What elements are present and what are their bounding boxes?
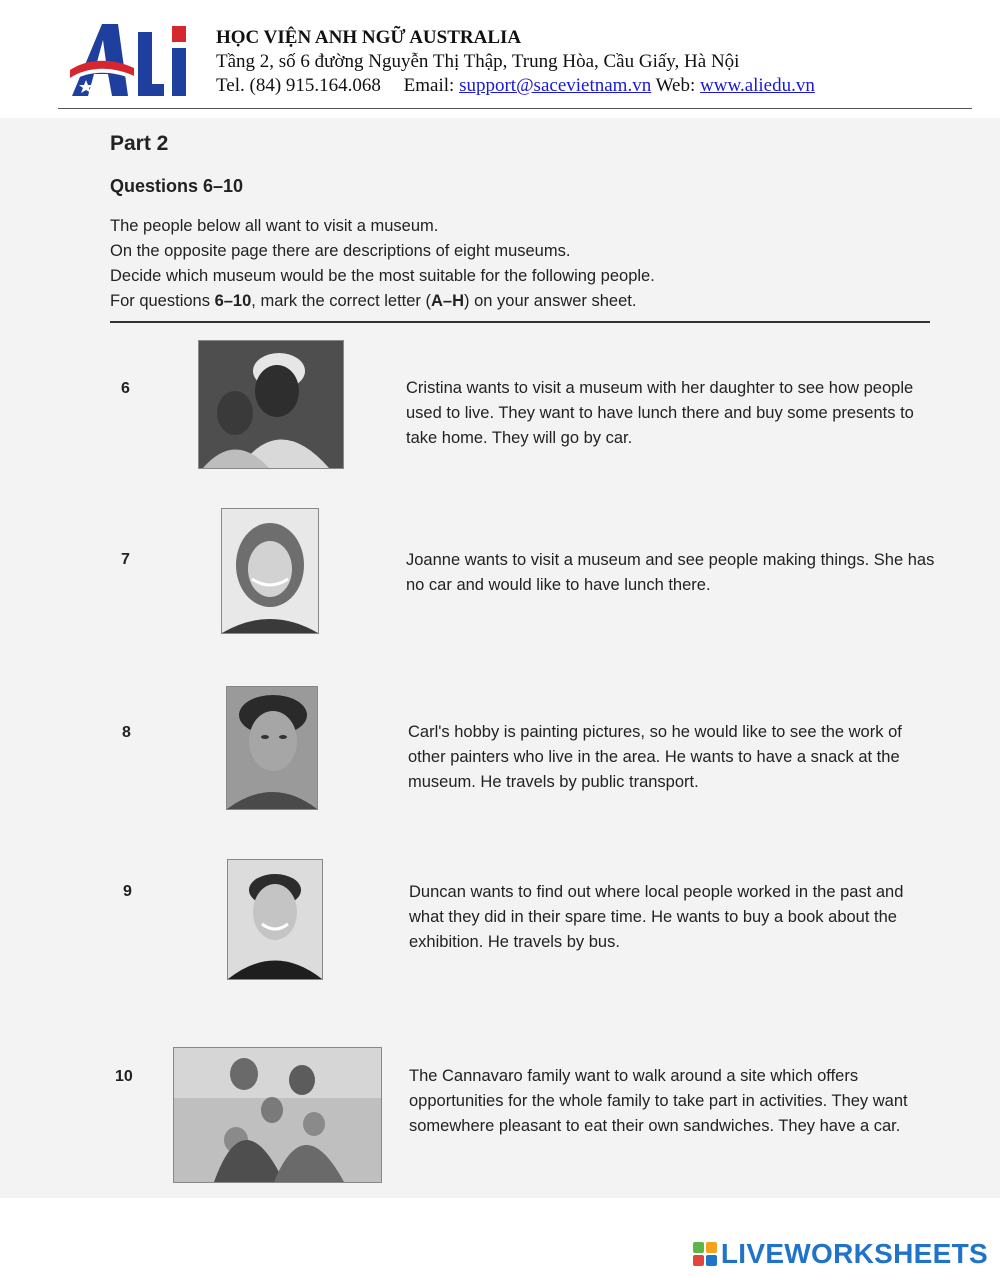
letter-range: A–H: [431, 292, 465, 310]
instruction-text: , mark the correct letter (: [251, 292, 431, 310]
woman-and-daughter-photo: [198, 340, 344, 469]
organization-info: [216, 26, 976, 98]
brand-name: LIVEWORKSHEETS: [720, 1238, 988, 1269]
question-number: 10: [115, 1068, 133, 1085]
question-number: 6: [121, 380, 130, 397]
question-number: 7: [121, 551, 130, 568]
email-link[interactable]: support@sacevietnam.vn: [459, 75, 652, 96]
worksheet-page: [0, 118, 1000, 1198]
org-tel: Tel. (84) 915.164.068: [216, 75, 381, 96]
instruction-line-3: Decide which museum would be the most suitable for the following people.: [110, 267, 655, 285]
ali-logo-icon: [68, 18, 190, 100]
question-text: Duncan wants to find out where local people worked in the past and what they did in their spare time. He wants to buy a book about the exhibition. He travels by bus.: [409, 883, 904, 951]
smiling-woman-photo: [221, 508, 319, 634]
instruction-text: ) on your answer sheet.: [464, 292, 637, 310]
section-divider: [110, 321, 930, 323]
instruction-line-4: [110, 289, 940, 314]
org-name: HỌC VIỆN ANH NGỮ AUSTRALIA: [216, 27, 522, 48]
question-number: 9: [123, 883, 132, 900]
question-text: Joanne wants to visit a museum and see people making things. She has no car and would like to have lunch there.: [406, 551, 935, 594]
email-label: Email:: [403, 75, 455, 96]
liveworksheets-logo: [693, 1234, 988, 1274]
web-label: Web:: [655, 75, 696, 96]
org-address: Tầng 2, số 6 đường Nguyễn Thị Thập, Trung Hòa, Cầu Giấy, Hà Nội: [216, 51, 740, 72]
man-portrait-photo: [226, 686, 318, 810]
family-group-photo: [173, 1047, 382, 1183]
header-divider: [58, 108, 972, 109]
web-link[interactable]: www.aliedu.vn: [700, 75, 815, 96]
questions-title: Questions 6–10: [110, 176, 244, 196]
question-text: The Cannavaro family want to walk around a site which offers opportunities for the whole family to take part in activities. They want somewhere pleasant to eat their own sandwiches. They have a car.: [409, 1067, 908, 1135]
instructions: [110, 214, 940, 314]
question-number: 8: [122, 724, 131, 741]
smiling-man-photo: [227, 859, 323, 980]
instruction-text: For questions: [110, 292, 215, 310]
question-text: Carl's hobby is painting pictures, so he would like to see the work of other painters who live in the area. He wants to have a snack at the museum. He travels by public transport.: [408, 723, 902, 791]
question-text: Cristina wants to visit a museum with her daughter to see how people used to live. They want to have lunch there and buy some presents to take home. They will go by car.: [406, 379, 914, 447]
instruction-line-1: The people below all want to visit a museum.: [110, 217, 439, 235]
svg-text:ALi: ALi: [74, 22, 80, 27]
colored-blocks-icon: [693, 1242, 717, 1266]
org-contact: [216, 74, 976, 98]
document-header: [0, 0, 1000, 112]
instruction-line-2: On the opposite page there are descriptions of eight museums.: [110, 242, 571, 260]
question-range: 6–10: [214, 292, 252, 310]
part-title: Part 2: [110, 132, 169, 155]
